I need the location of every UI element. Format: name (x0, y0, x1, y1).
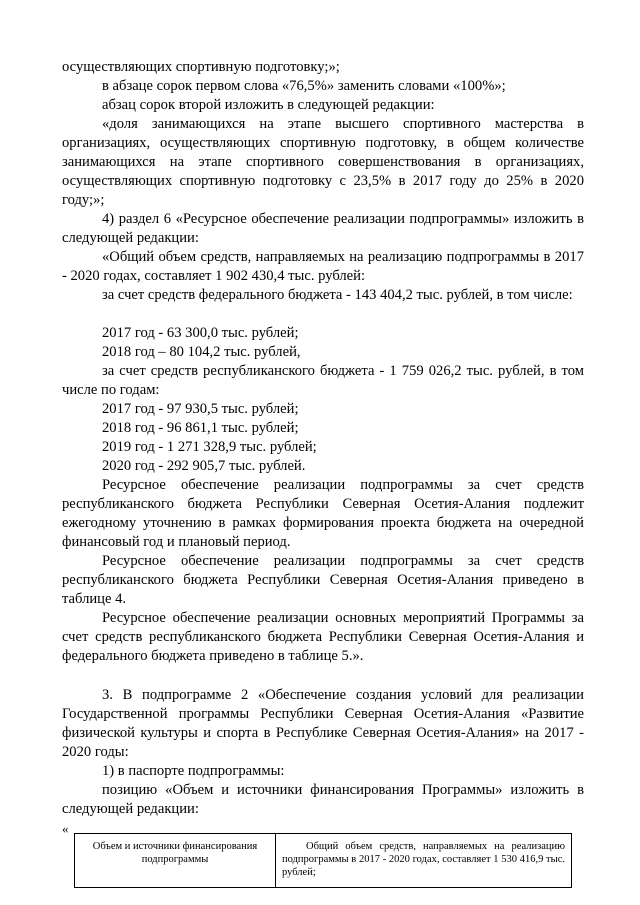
paragraph-8: за счет средств республиканского бюджета - 1 759 026,2 тыс. рублей, в том числе по годам: (62, 363, 584, 398)
line-rep-2020: 2020 год - 292 905,7 тыс. рублей. (102, 458, 306, 474)
table-cell-label: Объем и источники финансирования подпрограммы (75, 834, 276, 888)
line-rep-2017: 2017 год - 97 930,5 тыс. рублей; (102, 401, 299, 417)
paragraph-10: Ресурсное обеспечение реализации подпрограммы за счет средств республиканского бюджета Республики Северная Осетия-Алания приведено в таблице 4. (62, 553, 584, 607)
line-fed-2017: 2017 год - 63 300,0 тыс. рублей; (102, 325, 299, 341)
paragraph-1: осуществляющих спортивную подготовку;»; (62, 59, 340, 75)
opening-quote-mark: « (62, 821, 69, 836)
paragraph-2: в абзаце сорок первом слова «76,5%» заменить словами «100%»; (102, 78, 506, 94)
paragraph-4: «доля занимающихся на этапе высшего спортивного мастерства в организациях, осуществляющих спортивную подготовку, в общем количестве занимающихся на этапе спортивного совершенствования в организациях, осуществляющих спортивную подготовку с 23,5% в 2017 году до 25% в 2020 году;»; (62, 116, 584, 208)
financing-table (74, 833, 572, 888)
table-cell-value: Общий объем средств, направляемых на реализацию подпрограммы в 2017 - 2020 годах, составляет 1 530 416,9 тыс. рублей; (276, 834, 572, 888)
paragraph-9: Ресурсное обеспечение реализации подпрограммы за счет средств республиканского бюджета Республики Северная Осетия-Алания подлежит ежегодному уточнению в рамках формирования проекта бюджета на очередной финансовый год и плановый период. (62, 477, 584, 550)
table-row (75, 834, 572, 888)
paragraph-3: абзац сорок второй изложить в следующей редакции: (102, 97, 435, 113)
paragraph-14: позицию «Объем и источники финансирования Программы» изложить в следующей редакции: (62, 782, 584, 817)
paragraph-5: 4) раздел 6 «Ресурсное обеспечение реализации подпрограммы» изложить в следующей редакции: (62, 211, 584, 246)
line-rep-2019: 2019 год - 1 271 328,9 тыс. рублей; (102, 439, 317, 455)
paragraph-13: 1) в паспорте подпрограммы: (102, 763, 285, 779)
paragraph-12: 3. В подпрограмме 2 «Обеспечение создания условий для реализации Государственной программы Республики Северная Осетия-Алания «Развитие физической культуры и спорта в Республике Северная Осетия-Алания» на 2017 - 2020 годы: (62, 687, 584, 760)
paragraph-6: «Общий объем средств, направляемых на реализацию подпрограммы в 2017 - 2020 годах, составляет 1 902 430,4 тыс. рублей: (62, 249, 584, 284)
paragraph-11: Ресурсное обеспечение реализации основных мероприятий Программы за счет средств республиканского бюджета Республики Северная Осетия-Алания и федерального бюджета приведено в таблице 5.». (62, 610, 584, 664)
line-fed-2018: 2018 год – 80 104,2 тыс. рублей, (102, 344, 301, 360)
line-rep-2018: 2018 год - 96 861,1 тыс. рублей; (102, 420, 299, 436)
paragraph-7: за счет средств федерального бюджета - 143 404,2 тыс. рублей, в том числе: (102, 287, 573, 303)
